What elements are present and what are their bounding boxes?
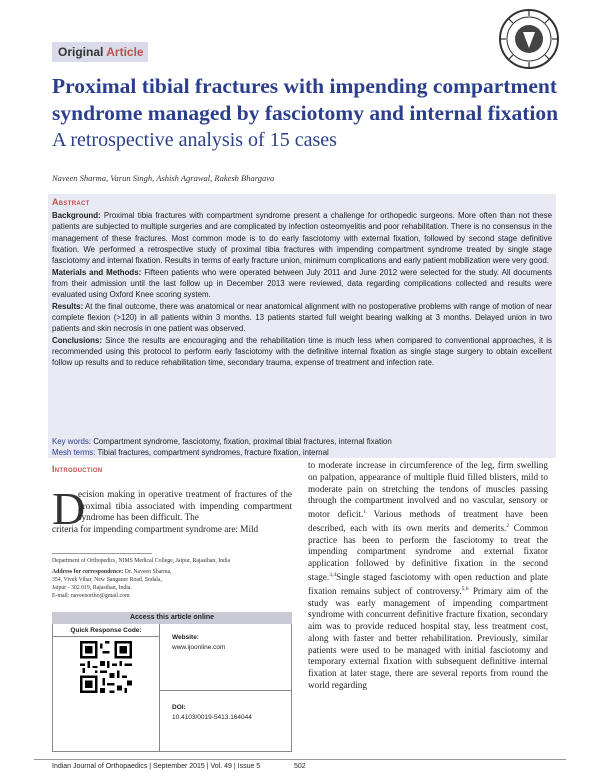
article-subtitle: A retrospective analysis of 15 cases bbox=[52, 129, 337, 151]
citation-2[interactable]: 2 bbox=[506, 522, 510, 529]
doi-label: DOI: bbox=[172, 704, 186, 711]
abstract-text bbox=[52, 210, 552, 369]
author-list: Naveen Sharma, Varun Singh, Ashish Agrawal, Rakesh Bhargava bbox=[52, 173, 275, 183]
access-divider-horizontal bbox=[160, 690, 291, 691]
citation-5-6[interactable]: 5,6 bbox=[461, 585, 469, 592]
keywords-line: Key words: Compartment syndrome, fasciotomy, fixation, proximal tibial fractures, internal fixation bbox=[52, 437, 392, 446]
abstract-background: Background: Proximal tibia fractures with compartment syndrome present a challenge for orthopedic surgeons. More often than not these patients are subjected to multiple surgeries and are complicated by infection osteomyelitis and poor rehabilitation. There is no consensus in the management of these fractures. Most common mode is to do early fasciotomy with external fixation, followed by second stage definitive fixation. We performed a retrospective study of proximal tibia fractures with impending compartment syndrome treated by single stage fasciotomy and internal fixation. Results in terms of early fracture union, minimum complications and early patient mobilization were very good. bbox=[52, 211, 552, 266]
drop-cap: D bbox=[52, 483, 86, 534]
qr-code-label: Quick Response Code: bbox=[53, 625, 159, 637]
footnote-rule bbox=[52, 553, 152, 554]
article-type-label: Original Article bbox=[52, 42, 148, 62]
keywords-block bbox=[52, 436, 552, 459]
journal-seal-icon bbox=[498, 8, 560, 70]
citation-3-4[interactable]: 3,4 bbox=[329, 571, 337, 578]
access-online-heading: Access this article online bbox=[52, 612, 292, 624]
correspondence-footnote: Department of Orthopedics, NIMS Medical College, Jaipur, Rajasthan, India Address for correspondence: Dr. Naveen Sharma, 354, Vivek Vihar, New Sanganer Road, Sodala, Jaipur - 302 019, Rajasthan, India. E-mail: naveenortho@gmail.com bbox=[52, 558, 231, 599]
website-label: Website: bbox=[172, 634, 199, 641]
intro-right-column: to moderate increase in circumference of the leg, firm swelling on palpation, appearance of multiple fluid filled blisters, mild to moderate pain on stretching the tendons of muscles passing through the compartment involved and no vascular, sensory or motor deficit.$^1$ Various methods of treatment have been described, each with its own merits and demerits.$^2$ Common practice has been to perform the fasciotomy to treat the impending compartment syndrome and external fixator application followed by definitive fixation in the second stage.$^{3,4}$Single staged fasciotomy with open reduction and plate fixation remains subject of controversy.$^{5,6}$ Primary aim of the study was early management of impending compartment syndrome with concurrent definitive fracture fixation, secondary aim was to provide reduced hospital stay, less treatment cost, along with faster and better rehabilitation. Previously, similar patients were used to be managed with initial fasciotomy and temporary external fixation with subsequent definitive internal fixation at later stage, there are several reports from round the world regarding bbox=[308, 460, 549, 690]
doi-link[interactable]: 10.4103/0019-5413.164044 bbox=[172, 714, 252, 721]
abstract-heading: Abstract bbox=[52, 197, 90, 207]
article-title: Proximal tibial fractures with impending compartment syndrome managed by fasciotomy and internal fixation bbox=[52, 74, 559, 125]
qr-code-icon[interactable] bbox=[80, 641, 132, 693]
abstract-results: Results: At the final outcome, there was anatomical or near anatomical alignment with no postoperative problems with range of motion of near complete flexion (>120) in all patients within 3 months. 13 patients started full weight bearing walking at 3 months. Delayed union in two patients and skin necrosis in one patient was observed. bbox=[52, 301, 552, 334]
intro-first-lines: ecision making in operative treatment of fractures of the proximal tibia associated with impending compartment syndrome has been difficult. The bbox=[78, 489, 292, 523]
website-link[interactable]: www.ijoonline.com bbox=[172, 644, 226, 651]
footer-rule bbox=[34, 759, 566, 760]
introduction-heading: Introduction bbox=[52, 464, 103, 474]
page-number: 502 bbox=[294, 763, 306, 770]
abstract-methods: Materials and Methods: Fifteen patients who were operated between July 2011 and June 2012 were selected for the study. All documents from their admission until the last follow up in December 2013 were reviewed, data regarding complications collected and results were evaluated using Oxford Knee scoring system. bbox=[52, 267, 552, 300]
mesh-terms-line: Mesh terms: Tibial fractures, compartment syndromes, fracture fixation, internal bbox=[52, 448, 329, 458]
intro-continuation: criteria for impending compartment syndrome are: Mild bbox=[52, 524, 259, 534]
access-divider-vertical bbox=[159, 624, 160, 752]
citation-1[interactable]: 1 bbox=[363, 509, 367, 515]
abstract-conclusions: Conclusions: Since the results are encouraging and the rehabilitation time is much less when compared to conventional approaches, it is recommended using this protocol to perform early fasciotomy with the definitive internal fixation as single stage surgery to obtain excellent follow up results and to reduce rehabilitation time, secondary trauma, expense of treatment and infection rate. bbox=[52, 335, 552, 368]
journal-footer: Indian Journal of Orthopaedics | September 2015 | Vol. 49 | Issue 5 bbox=[52, 763, 261, 770]
